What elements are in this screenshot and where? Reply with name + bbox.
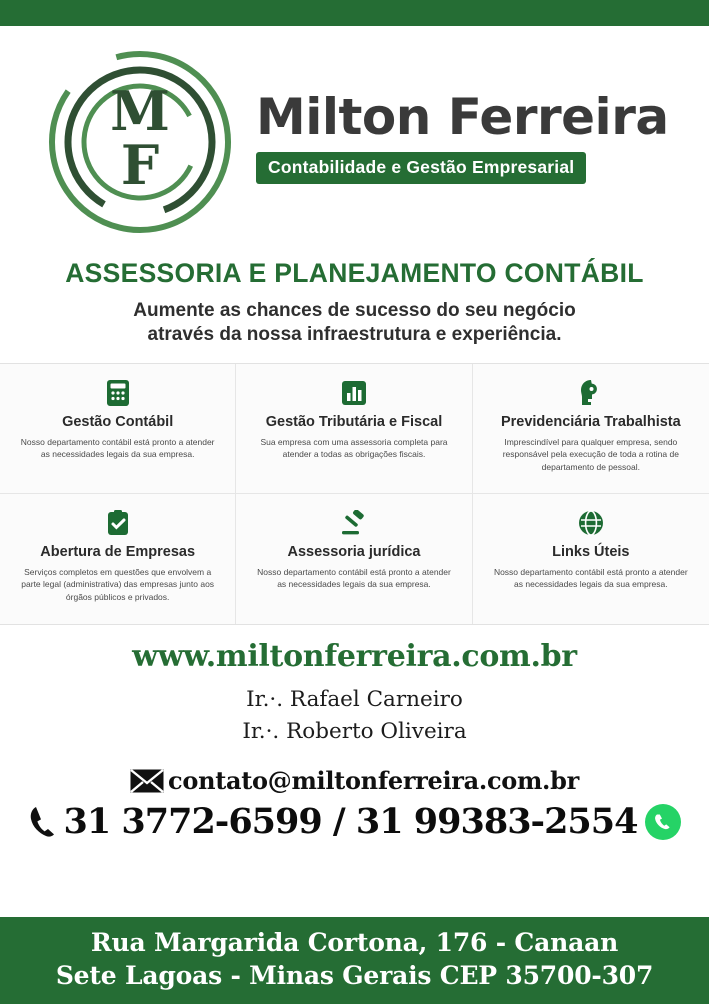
service-description: Nosso departamento contábil está pronto a atender as necessidades legais da sua empresa.: [257, 567, 451, 590]
envelope-icon: [130, 769, 164, 793]
address-footer: [0, 917, 709, 1004]
brand-tagline: Contabilidade e Gestão Empresarial: [256, 152, 586, 184]
brand-name: Milton Ferreira: [256, 88, 669, 146]
service-title: Gestão Tributária e Fiscal: [265, 413, 443, 430]
address-line-2: Sete Lagoas - Minas Gerais CEP 35700-307: [55, 961, 654, 991]
service-title: Assessoria jurídica: [287, 543, 421, 560]
service-description: Serviços completos em questões que envolvem a parte legal (administrativa) das empresas junto aos órgãos públicos e privados.: [21, 567, 215, 602]
head-gear-icon: [576, 378, 606, 408]
service-title: Links Úteis: [552, 543, 630, 560]
logo-block: [0, 26, 709, 258]
service-description: Imprescindível para qualquer empresa, sendo responsável pela execução de toda a rotina de departamento de pessoal.: [502, 437, 679, 472]
service-card[interactable]: [0, 364, 236, 494]
address-line-1: Rua Margarida Cortona, 176 - Canaan: [90, 927, 619, 957]
subtitle: [10, 299, 699, 347]
phone-handset-icon: [28, 805, 58, 839]
service-description: Sua empresa com uma assessoria completa para atender a todas as obrigações fiscais.: [260, 437, 448, 460]
logo-wordmark: [256, 88, 669, 192]
bar-chart-icon: [339, 378, 369, 408]
service-title: Previdenciária Trabalhista: [500, 413, 681, 430]
services-grid: [0, 363, 709, 625]
monogram-m: M: [110, 79, 170, 143]
service-description: Nosso departamento contábil está pronto a atender as necessidades legais da sua empresa.: [493, 567, 688, 590]
service-card[interactable]: [0, 494, 236, 624]
service-card[interactable]: [473, 494, 709, 624]
monogram-f: F: [120, 133, 160, 197]
people-list: [0, 678, 709, 749]
service-card[interactable]: [473, 364, 709, 494]
headline-section: [0, 258, 709, 347]
calculator-icon: [103, 378, 133, 408]
service-title: Gestão Contábil: [62, 413, 174, 430]
email-row[interactable]: [0, 748, 709, 795]
phone-row[interactable]: [0, 795, 709, 842]
globe-icon: [576, 508, 606, 538]
whatsapp-icon[interactable]: [644, 803, 682, 841]
service-card[interactable]: [236, 494, 472, 624]
logo-mark-icon: [40, 42, 240, 242]
list-item: Ir.·. Roberto Oliveira: [242, 718, 467, 744]
phone-numbers[interactable]: 31 3772-6599 / 31 99383-2554: [63, 801, 638, 842]
gavel-icon: [339, 508, 369, 538]
subtitle-line-1: Aumente as chances de sucesso do seu negócio: [133, 300, 576, 321]
service-description: Nosso departamento contábil está pronto a atender as necessidades legais da sua empresa.: [20, 437, 215, 460]
service-card[interactable]: [236, 364, 472, 494]
checklist-clipboard-icon: [103, 508, 133, 538]
email-address[interactable]: contato@miltonferreira.com.br: [168, 766, 579, 795]
subtitle-line-2: através da nossa infraestrutura e experiência.: [147, 323, 562, 345]
top-accent-bar: [0, 0, 709, 26]
website-link[interactable]: www.miltonferreira.com.br: [132, 638, 577, 674]
page-title: ASSESSORIA E PLANEJAMENTO CONTÁBIL: [65, 258, 644, 288]
list-item: Ir.·. Rafael Carneiro: [246, 686, 463, 712]
service-title: Abertura de Empresas: [40, 543, 196, 560]
